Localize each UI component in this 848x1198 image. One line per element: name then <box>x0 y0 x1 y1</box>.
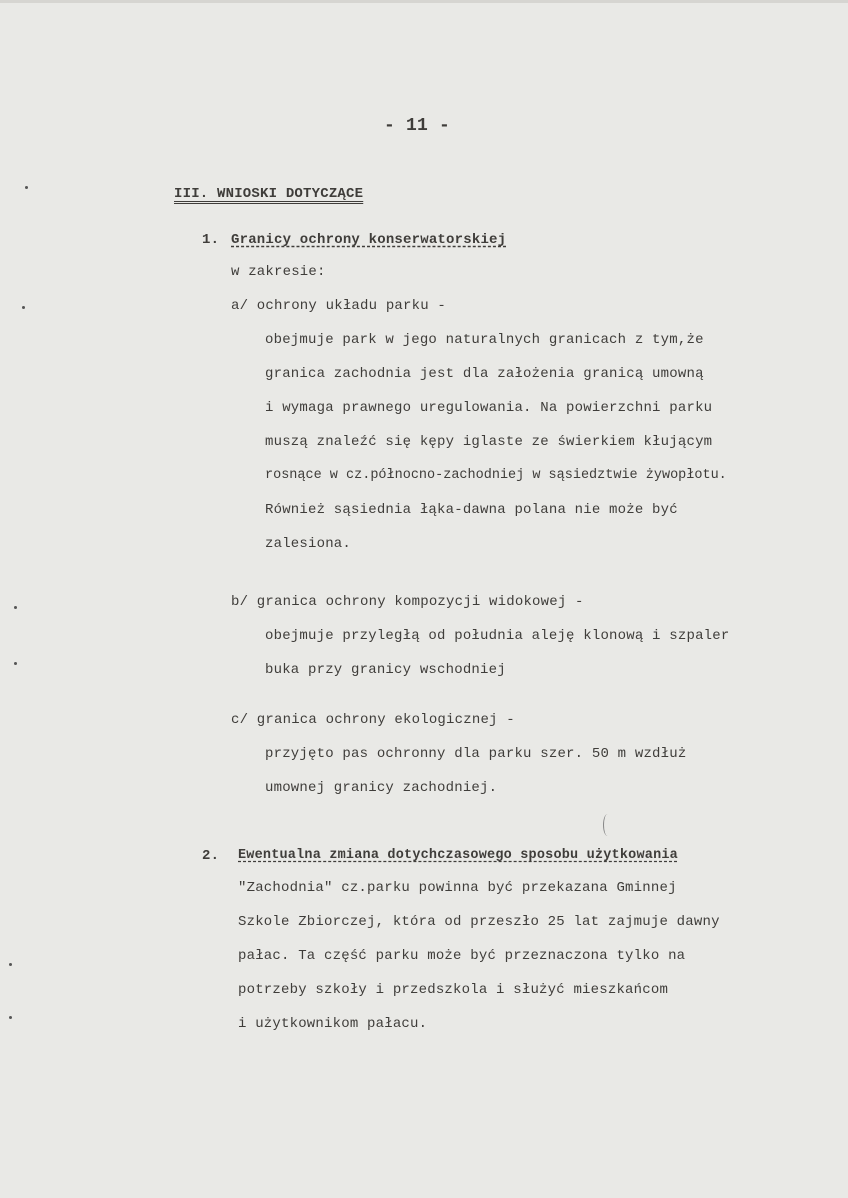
item-2-line: Szkole Zbiorczej, która od przeszło 25 lat zajmuje dawny <box>238 914 720 930</box>
item-2-title: Ewentualna zmiana dotychczasowego sposobu użytkowania <box>238 848 678 863</box>
item-1-number: 1. <box>202 232 220 248</box>
subitem-a-line: muszą znaleźć się kępy iglaste ze świerkiem kłującym <box>265 434 713 450</box>
subitem-b-line: obejmuje przyległą od południa aleję klonową i szpaler <box>265 628 730 644</box>
item-1-title: Granicy ochrony konserwatorskiej <box>231 232 507 248</box>
section-heading: III. WNIOSKI DOTYCZĄCE <box>174 186 364 202</box>
item-1-intro: w zakresie: <box>231 264 326 280</box>
subitem-b-line: buka przy granicy wschodniej <box>265 662 506 678</box>
subitem-a-title: a/ ochrony układu parku - <box>231 298 447 314</box>
item-2-line: "Zachodnia" cz.parku powinna być przekazana Gminnej <box>238 880 677 896</box>
margin-speck <box>9 1016 12 1019</box>
subitem-a-line: obejmuje park w jego naturalnych granicach z tym,że <box>265 332 704 348</box>
subitem-a-line: granica zachodnia jest dla założenia granicą umowną <box>265 366 704 382</box>
margin-speck <box>9 963 12 966</box>
item-2-line: i użytkownikom pałacu. <box>238 1016 428 1032</box>
margin-speck <box>22 306 25 309</box>
item-2-line: potrzeby szkoły i przedszkola i służyć mieszkańcom <box>238 982 669 998</box>
margin-speck <box>25 186 28 189</box>
subitem-a-line: rosnące w cz.północno-zachodniej w sąsiedztwie żywopłotu. <box>265 468 727 483</box>
margin-speck <box>14 606 17 609</box>
scan-top-edge <box>0 0 848 3</box>
subitem-b-title: b/ granica ochrony kompozycji widokowej - <box>231 594 584 610</box>
pencil-mark <box>603 814 612 836</box>
subitem-a-line: Również sąsiednia łąka-dawna polana nie może być <box>265 502 678 518</box>
subitem-a-line: zalesiona. <box>265 536 352 552</box>
subitem-c-line: przyjęto pas ochronny dla parku szer. 50 m wzdłuż <box>265 746 687 762</box>
margin-speck <box>14 662 17 665</box>
subitem-c-line: umownej granicy zachodniej. <box>265 780 498 796</box>
subitem-c-title: c/ granica ochrony ekologicznej - <box>231 712 515 728</box>
item-2-number: 2. <box>202 848 220 864</box>
subitem-a-line: i wymaga prawnego uregulowania. Na powierzchni parku <box>265 400 713 416</box>
item-2-line: pałac. Ta część parku może być przeznaczona tylko na <box>238 948 686 964</box>
page-number: - 11 - <box>384 116 451 136</box>
